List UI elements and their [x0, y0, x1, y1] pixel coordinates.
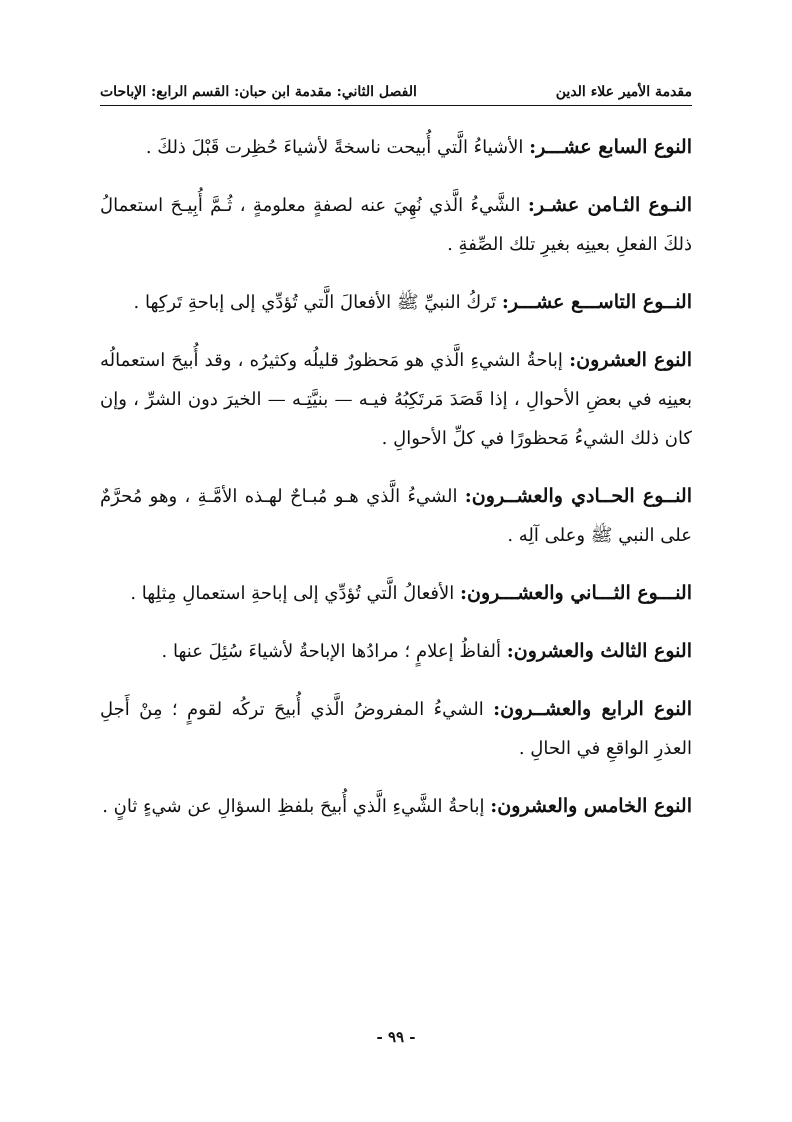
- paragraph-heading: النـوع الثـامن عشـر:: [527, 194, 692, 216]
- paragraph-heading: النوع الرابع والعشــرون:: [493, 698, 692, 720]
- paragraph-24: [100, 690, 692, 768]
- paragraph-heading: النوع الخامس والعشرون:: [490, 795, 692, 817]
- paragraph-text: إباحةُ الشَّيءِ الَّذي أُبيحَ بلفظِ السؤالِ عن شيءٍ ثانٍ .: [102, 796, 485, 817]
- running-header: [100, 72, 692, 102]
- header-chapter-title: الفصل الثاني: مقدمة ابن حبان: القسم الرابع: الإباحات: [100, 84, 417, 100]
- paragraph-text: ألفاظُ إعلامٍ ؛ مرادُها الإباحةُ لأشياءَ سُئِلَ عنها .: [161, 641, 502, 662]
- page-body: [100, 128, 692, 845]
- paragraph-21: [100, 477, 692, 555]
- paragraph-17: [100, 128, 692, 167]
- paragraph-heading: النــوع التاســـع عشـــر:: [501, 291, 692, 313]
- paragraph-22: [100, 574, 692, 613]
- paragraph-heading: النوع السابع عشـــر:: [529, 136, 692, 158]
- paragraph-19: [100, 283, 692, 322]
- paragraph-20: [100, 341, 692, 458]
- paragraph-text: الأفعالُ الَّتي تُؤدِّي إلى إباحةِ استعمالِ مِثلِها .: [130, 583, 455, 604]
- paragraph-heading: النوع الثالث والعشرون:: [506, 640, 692, 662]
- paragraph-23: [100, 632, 692, 671]
- paragraph-text: تَركُ النبيِّ ﷺ الأفعالَ الَّتي تُؤدِّي إلى إباحةِ تَركِها .: [133, 292, 497, 313]
- paragraph-text: إباحةُ الشيءِ الَّذي هو مَحظورٌ قليلُه وكثيرُه ، وقد أُبيحَ استعمالُه بعينِه في بعضِ الأحوالِ ، إذا قَصَدَ مَرتَكِبُهُ فيـه — بنيَّتِـه — الخيرَ دون الشرِّ ، وإن كان ذلك الشيءُ مَحظورًا في كلِّ الأحوالِ .: [100, 350, 692, 449]
- paragraph-heading: النـــوع الثـــاني والعشـــرون:: [460, 582, 692, 604]
- paragraph-heading: النوع العشرون:: [569, 349, 692, 371]
- page-number: - ٩٩ -: [376, 1028, 416, 1046]
- paragraph-18: [100, 186, 692, 264]
- header-divider: [100, 105, 692, 106]
- paragraph-text: الشيءُ المفروضُ الَّذي أُبيحَ تركُه لقومٍ ؛ مِنْ أَجلِ العذرِ الواقعِ في الحالِ .: [100, 699, 692, 759]
- paragraph-text: الأشياءُ الَّتي أُبيحت ناسخةً لأشياءَ حُظِرت قَبْلَ ذلكَ .: [145, 137, 524, 158]
- paragraph-heading: النــوع الحــادي والعشــرون:: [464, 485, 693, 507]
- paragraph-text: الشَّيءُ الَّذي نُهِيَ عنه لصفةٍ معلومةٍ ، ثُـمَّ أُبِيـحَ استعمالُ ذلكَ الفعلِ بعينِه بغيرِ تلك الصِّفةِ .: [100, 195, 692, 255]
- paragraph-text: الشيءُ الَّذي هـو مُبـاحٌ لهـذه الأمَّـةِ ، وهو مُحرَّمٌ على النبي ﷺ وعلى آلِه .: [100, 486, 692, 546]
- header-book-title: مقدمة الأمير علاء الدين: [555, 84, 692, 100]
- paragraph-25: [100, 787, 692, 826]
